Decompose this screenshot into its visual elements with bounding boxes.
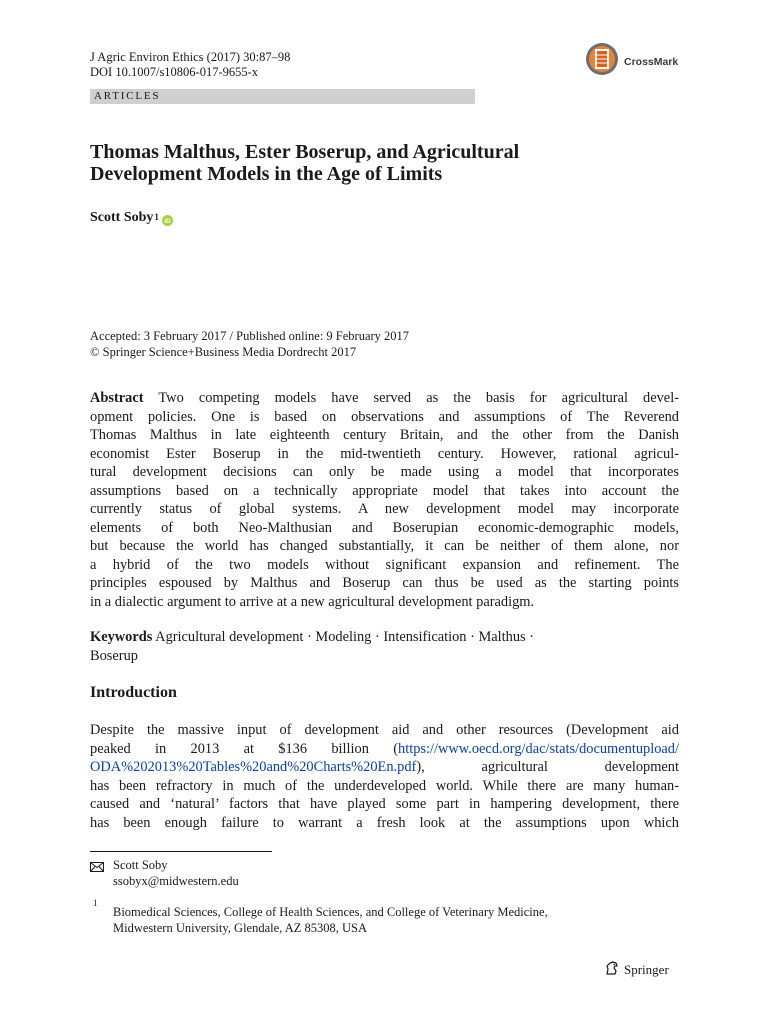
intro-line: has been enough failure to warrant a fresh look at the assumptions upon which (90, 814, 679, 831)
keywords (90, 628, 679, 665)
orcid-icon[interactable] (162, 215, 173, 226)
abstract-line: principles espoused by Malthus and Boserup can thus be used as the starting points (90, 575, 679, 591)
abstract-line (90, 389, 679, 408)
keywords-line: Boserup (90, 647, 138, 664)
crossmark-badge[interactable] (585, 42, 678, 81)
abstract-line: in a dialectic argument to arrive at a new agricultural development paradigm. (90, 593, 535, 610)
intro-line (90, 758, 679, 777)
introduction-heading: Introduction (90, 684, 177, 701)
intro-line (90, 740, 679, 759)
title-line: Thomas Malthus, Ester Boserup, and Agricultural (90, 141, 520, 163)
intro-line: Despite the massive input of development aid and other resources (Development aid (90, 722, 679, 738)
title-line: Development Models in the Age of Limits (90, 163, 443, 185)
corresponding-email[interactable]: ssobyx@midwestern.edu (113, 874, 239, 888)
springer-horse-icon (604, 960, 620, 980)
abstract-line: assumptions based on a technically appropriate model that takes into account the (90, 482, 679, 499)
abstract-line: tural development decisions can only be made using a model that incorporates (90, 464, 679, 480)
article-title (90, 141, 690, 185)
abstract-line: a hybrid of the two models without significant expansion and refinement. The (90, 556, 679, 573)
doi-line: DOI 10.1007/s10806-017-9655-x (90, 65, 259, 79)
footnote-rule (90, 851, 272, 852)
author-name[interactable]: Scott Soby (90, 210, 154, 225)
oecd-link[interactable]: https://www.oecd.org/dac/stats/documentupload/ (398, 740, 679, 757)
introduction-body (90, 721, 679, 832)
intro-line: caused and ‘natural’ factors that have played some part in hampering development, there (90, 796, 679, 812)
springer-label: Springer (624, 962, 669, 977)
keywords-list: Agricultural development · Modeling · Intensification · Malthus · (155, 629, 535, 645)
abstract-label: Abstract (90, 390, 144, 406)
dates-line: Accepted: 3 February 2017 / Published online: 9 February 2017 (90, 329, 410, 343)
keywords-label: Keywords (90, 629, 153, 645)
keywords-line (90, 628, 679, 647)
corresponding-name: Scott Soby (113, 858, 168, 872)
oecd-link[interactable]: ODA%202013%20Tables%20and%20Charts%20En.pdf (90, 759, 417, 775)
abstract-line: elements of both Neo-Malthusian and Boserupian economic-demographic models, (90, 519, 679, 536)
copyright-line: © Springer Science+Business Media Dordrecht 2017 (90, 345, 357, 359)
intro-text: peaked in 2013 at $136 billion ( (90, 740, 399, 757)
publication-dates (90, 328, 409, 360)
abstract-line: Thomas Malthus in late eighteenth century Britain, and the other from the Danish (90, 427, 679, 443)
springer-logo (604, 960, 669, 980)
abstract (90, 389, 679, 611)
intro-line: has been refractory in much of the underdeveloped world. While there are many human- (90, 777, 679, 794)
crossmark-label: CrossMark (624, 55, 679, 68)
abstract-line: economist Ester Boserup in the mid-twentieth century. However, rational agricul- (90, 445, 679, 462)
section-label: ARTICLES (94, 90, 161, 102)
abstract-line: opment policies. One is based on observations and assumptions of The Reverend (90, 408, 679, 425)
affiliation-line: Biomedical Sciences, College of Health Sciences, and College of Veterinary Medicine, (113, 905, 548, 919)
affiliation (113, 904, 548, 936)
abstract-first-line: Two competing models have served as the basis for agricultural devel- (158, 390, 679, 406)
author-line (90, 210, 173, 226)
crossmark-icon (585, 42, 619, 81)
intro-text: ), agricultural development (416, 759, 679, 775)
affiliation-sup: 1 (93, 898, 98, 908)
journal-citation (90, 50, 290, 80)
journal-line: J Agric Environ Ethics (2017) 30:87–98 (90, 50, 291, 64)
abstract-line: currently status of global systems. A new development model may incorporate (90, 501, 679, 517)
section-bar (90, 89, 475, 104)
svg-text:iD: iD (164, 217, 171, 225)
abstract-line: but because the world has changed substantially, it can be neither of them alone, nor (90, 538, 679, 554)
author-affiliation-sup: 1 (154, 212, 159, 222)
corresponding-author (113, 857, 239, 889)
envelope-icon (90, 859, 104, 877)
affiliation-line: Midwestern University, Glendale, AZ 85308, USA (113, 921, 368, 935)
